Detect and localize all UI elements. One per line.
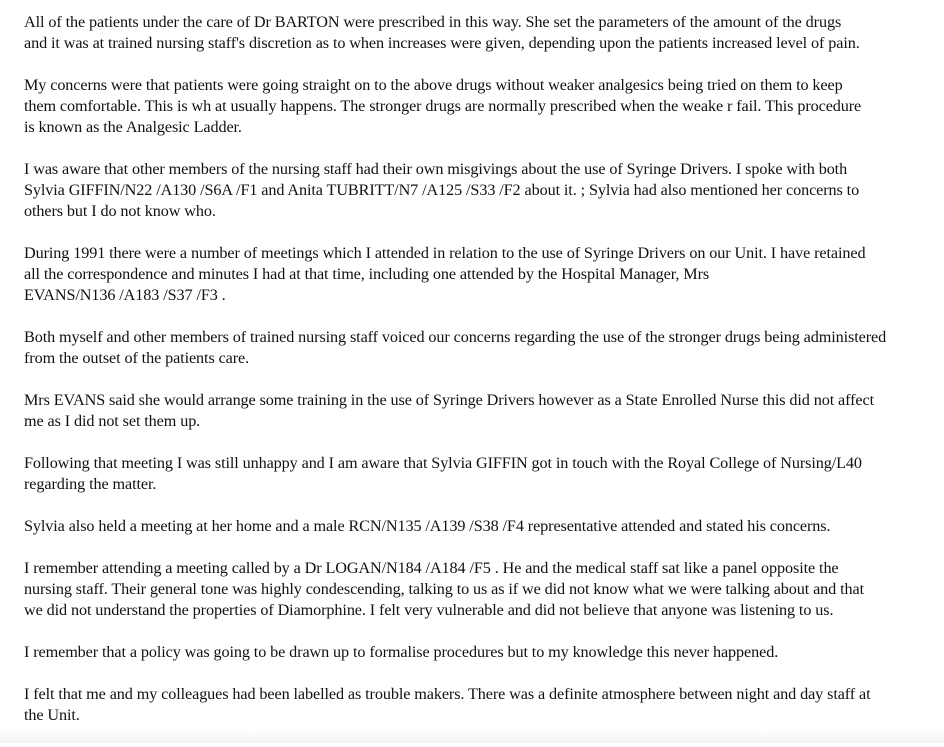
paragraph-8: Sylvia also held a meeting at her home and a male RCN/N135 /A139 /S38 /F4 representative attended and stated his concerns.	[24, 517, 831, 535]
page-bottom-edge	[0, 729, 944, 743]
paragraph-4: During 1991 there were a number of meetings which I attended in relation to the use of Syringe Drivers on our Unit. I have retained all the correspondence and minutes I had at that time, including one attended by the Hospital Manager, Mrs EVANS/N136 /A183 /S37 /F3 .	[24, 244, 866, 304]
paragraph-9: I remember attending a meeting called by a Dr LOGAN/N184 /A184 /F5 . He and the medical staff sat like a panel opposite the nursing staff. Their general tone was highly condescending, talking to us as if we did not know what we were talking about and that we did not understand the properties of Diamorphine. I felt very vulnerable and did not believe that anyone was listening to us.	[24, 559, 864, 619]
paragraph-5: Both myself and other members of trained nursing staff voiced our concerns regarding the use of the stronger drugs being administered from the outset of the patients care.	[24, 328, 887, 367]
paragraph-3: I was aware that other members of the nursing staff had their own misgivings about the use of Syringe Drivers. I spoke with both Sylvia GIFFIN/N22 /A130 /S6A /F1 and Anita TUBRITT/N7 /A125 /S33 /F2 about it. ; Sylvia had also mentioned her concerns to others but I do not know who.	[24, 160, 860, 220]
paragraph-6: Mrs EVANS said she would arrange some training in the use of Syringe Drivers however as a State Enrolled Nurse this did not affect me as I did not set them up.	[24, 391, 874, 430]
paragraph-11: I felt that me and my colleagues had been labelled as trouble makers. There was a definite atmosphere between night and day staff at the Unit.	[24, 685, 871, 724]
paragraph-7: Following that meeting I was still unhappy and I am aware that Sylvia GIFFIN got in touch with the Royal College of Nursing/L40 regarding the matter.	[24, 454, 862, 493]
paragraph-2: My concerns were that patients were going straight on to the above drugs without weaker analgesics being tried on them to keep them comfortable. This is wh at usually happens. The stronger drugs are normally prescribed when the weake r fail. This procedure is known as the Analgesic Ladder.	[24, 76, 862, 136]
paragraph-10: I remember that a policy was going to be drawn up to formalise procedures but to my knowledge this never happened.	[24, 643, 779, 661]
paragraph-1: All of the patients under the care of Dr BARTON were prescribed in this way. She set the parameters of the amount of the drugs and it was at trained nursing staff's discretion as to when increases were given, depending upon the patients increased level of pain.	[24, 13, 860, 52]
statement-text	[24, 12, 924, 747]
